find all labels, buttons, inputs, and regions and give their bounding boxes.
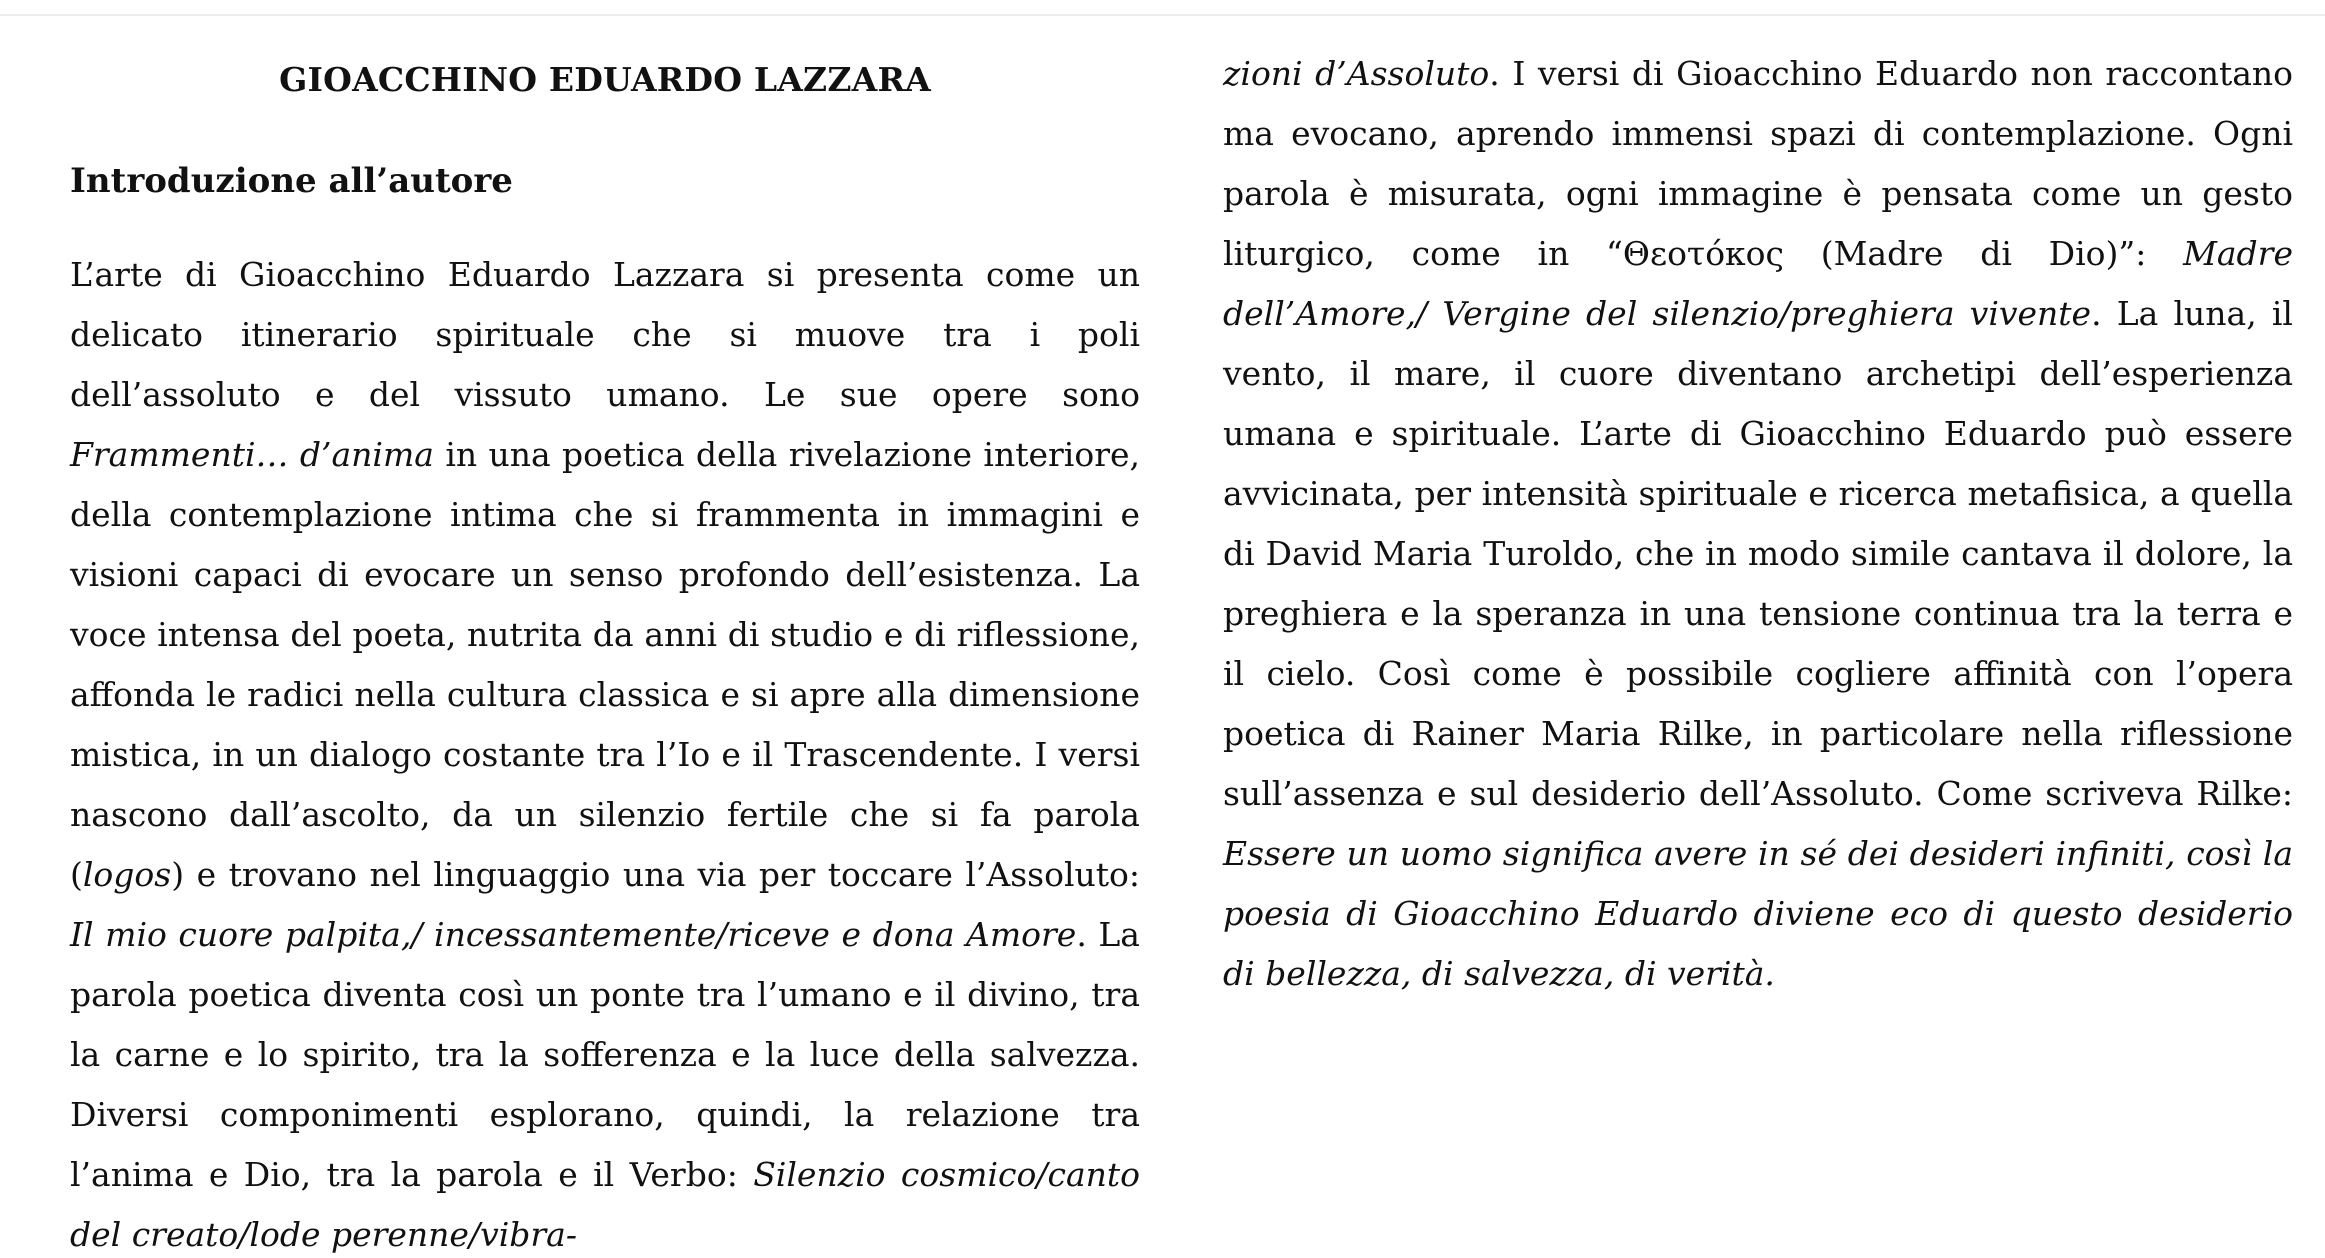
top-divider bbox=[0, 0, 2325, 16]
text-run: in una poetica della rivelazione interiore, della contemplazione intima che si frammenta in immagini e visioni capaci di evocare un senso profondo dell’esistenza. La voce intensa del poeta, nutrita da anni di studio e di riflessione, affonda le radici nella cultura classica e si apre alla dimensione mistica, in un dialogo costante tra l’Io e il Trascendente. I versi nascono dall’ascolto, da un silenzio fertile che si fa parola ( bbox=[70, 435, 1140, 894]
text-run: . I versi di Gioacchino Eduardo non raccontano ma evocano, aprendo immensi spazi di contemplazione. Ogni parola è misurata, ogni immagine è pensata come un gesto liturgico, come in “Θεοτόκος (Madre di Dio)”: bbox=[1223, 54, 2293, 273]
left-page bbox=[70, 30, 1140, 1258]
italic-quote: zioni d’Assoluto bbox=[1223, 54, 1490, 93]
text-run: ) e trovano nel linguaggio una via per toccare l’Assoluto: bbox=[171, 855, 1140, 894]
italic-quote: Silenzio cosmico/canto del creato/lode perenne/vibra- bbox=[70, 1155, 1141, 1254]
section-title: Introduzione all’autore bbox=[70, 161, 513, 201]
italic-quote: Il mio cuore palpita,/ incessantemente/riceve e dona Amore bbox=[70, 915, 1077, 954]
intro-paragraph-part-1 bbox=[70, 245, 1140, 1258]
italic-term: logos bbox=[82, 855, 172, 894]
intro-paragraph-part-2 bbox=[1223, 44, 2293, 1004]
italic-quote: Madre dell’Amore,/ Vergine del silenzio/preghiera vivente bbox=[1223, 234, 2293, 333]
italic-quote: Essere un uomo significa avere in sé dei desideri infiniti, così la poesia di Gioacchino Eduardo diviene eco di questo desiderio di bellezza, di salvezza, di verità. bbox=[1223, 834, 2293, 993]
text-run: . La parola poetica diventa così un ponte tra l’umano e il divino, tra la carne e lo spirito, tra la sofferenza e la luce della salvezza. Diversi componimenti esplorano, quindi, la relazione tra l’anima e Dio, tra la parola e il Verbo: bbox=[70, 915, 1140, 1194]
text-run: . La luna, il vento, il mare, il cuore diventano archetipi dell’esperienza umana e spirituale. L’arte di Gioacchino Eduardo può essere avvicinata, per intensità spirituale e ricerca metafisica, a quella di David Maria Turoldo, che in modo simile cantava il dolore, la preghiera e la speranza in una tensione continua tra la terra e il cielo. Così come è possibile cogliere affinità con l’opera poetica di Rainer Maria Rilke, in particolare nella riflessione sull’assenza e sul desiderio dell’Assoluto. Come scriveva Rilke: bbox=[1223, 294, 2293, 813]
right-page bbox=[1223, 30, 2293, 1004]
author-heading: GIOACCHINO EDUARDO LAZZARA bbox=[279, 60, 931, 99]
italic-title: Frammenti… d’anima bbox=[70, 435, 434, 474]
text-run: L’arte di Gioacchino Eduardo Lazzara si presenta come un delicato itinerario spirituale che si muove tra i poli dell’assoluto e del vissuto umano. Le sue opere sono bbox=[70, 255, 1140, 414]
